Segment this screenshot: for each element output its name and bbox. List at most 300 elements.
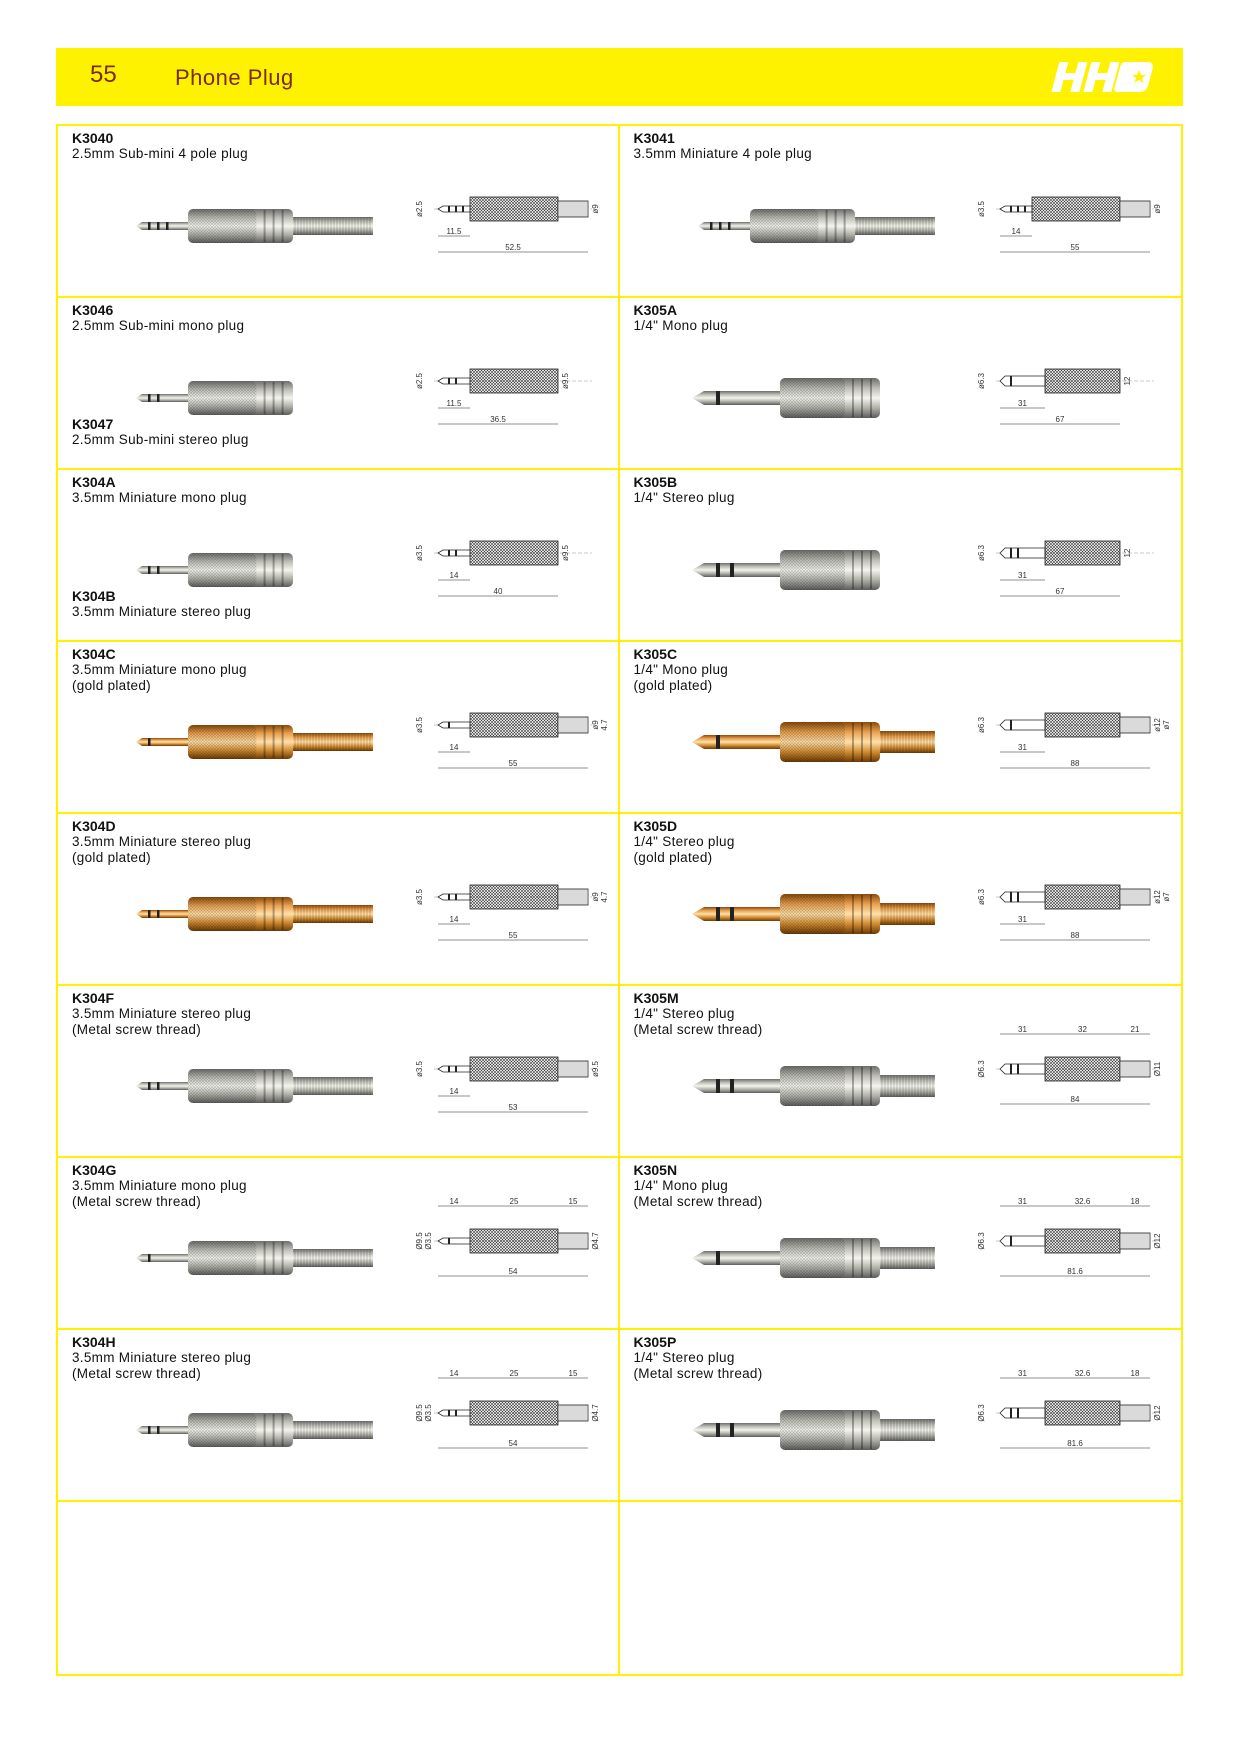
dimension-label: 67 [1055, 587, 1064, 596]
knurl-texture [780, 894, 845, 934]
body-groove [273, 1414, 275, 1446]
product-cell-k3040 [58, 126, 620, 298]
diameter-label: Ø6.3 [976, 1060, 986, 1078]
dimension-label: 31 [1017, 915, 1027, 924]
knurl-texture [780, 1410, 845, 1450]
insulator-ring [730, 1423, 734, 1437]
dimension-label: 15 [568, 1369, 578, 1378]
product-code: K304G [72, 1162, 117, 1178]
description-line: 2.5mm Sub-mini 4 pole plug [72, 146, 248, 161]
drawing-body [1045, 541, 1120, 565]
description-line: 3.5mm Miniature stereo plug [72, 834, 252, 849]
dimension-drawing [408, 1024, 608, 1124]
diameter-label: ø9.5 [561, 544, 570, 562]
dimension-label: 15 [568, 1197, 578, 1206]
dimension-label: 14 [449, 1197, 459, 1206]
body-groove [861, 895, 863, 933]
dimension-drawing [970, 1368, 1170, 1468]
plug-tip [136, 1254, 188, 1262]
diameter-label: Ø12 [1152, 1233, 1162, 1249]
diameter-label: ø9.5 [591, 1060, 600, 1078]
diameter-label: Ø11 [1152, 1061, 1162, 1077]
dimension-drawing [970, 336, 1170, 436]
diameter-label: Ø6.3 [976, 1232, 986, 1250]
dimension-label: 25 [509, 1369, 519, 1378]
body-groove [282, 726, 284, 758]
product-photo [690, 538, 940, 600]
product-photo [690, 194, 940, 256]
description-line: (Metal screw thread) [633, 1194, 763, 1209]
product-description [72, 1350, 251, 1382]
dimension-label: 54 [508, 1439, 518, 1448]
body-groove [264, 1070, 266, 1102]
drawing-thread [1120, 201, 1150, 217]
product-photo [690, 1226, 940, 1288]
body-groove [825, 210, 827, 242]
drawing-thread [1120, 717, 1150, 733]
description-line: (Metal screw thread) [72, 1366, 202, 1381]
body-groove [870, 1239, 872, 1277]
dimension-label: 53 [508, 1103, 518, 1112]
dimension-drawing [408, 336, 608, 436]
knurl-texture [750, 209, 818, 243]
dimension-drawing [408, 1368, 608, 1468]
body-groove [870, 1067, 872, 1105]
drawing-body [470, 541, 558, 565]
product-code: K305D [633, 818, 678, 834]
description-line: 1/4" Mono plug [633, 1178, 729, 1193]
dimension-label: 88 [1070, 759, 1079, 768]
knurl-texture [188, 1069, 256, 1103]
body-groove [273, 210, 275, 242]
knurl-texture [188, 209, 256, 243]
plug-tip [698, 222, 750, 230]
body-groove [282, 898, 284, 930]
body-groove [282, 1414, 284, 1446]
drawing-thread [1120, 1233, 1150, 1249]
description-line: (gold plated) [72, 850, 151, 865]
body-groove [273, 1070, 275, 1102]
body-groove [852, 1411, 854, 1449]
drawing-body [1045, 885, 1120, 909]
drawing-thread [558, 1061, 588, 1077]
product-photo [128, 1398, 378, 1460]
plug-tip [136, 222, 188, 230]
plug-tip [136, 910, 188, 918]
dimension-label: 32.6 [1074, 1197, 1090, 1206]
plug-tip [692, 391, 780, 405]
product-code: K304F [72, 990, 115, 1006]
dimension-label: 88 [1070, 931, 1079, 940]
insulator-ring [157, 222, 160, 230]
drawing-tip [438, 1066, 470, 1072]
dimension-label: 18 [1130, 1369, 1139, 1378]
product-code: K3041 [633, 130, 675, 146]
dimension-label: 40 [493, 587, 503, 596]
drawing-thread [1120, 1061, 1150, 1077]
body-groove [273, 726, 275, 758]
hhc-logo [1045, 56, 1155, 98]
plug-tip [136, 1082, 188, 1090]
product-code: K305B [633, 474, 678, 490]
product-grid [56, 124, 1183, 1676]
diameter-label: Ø4.7 [591, 1232, 600, 1250]
insulator-ring [716, 735, 720, 749]
dimension-label: 52.5 [505, 243, 521, 252]
drawing-tip [438, 378, 470, 384]
diameter-label: ø7 [1161, 892, 1171, 902]
dimension-drawing [408, 1196, 608, 1296]
product-photo [128, 538, 378, 600]
insulator-ring [716, 563, 720, 577]
product-code: K305M [633, 990, 679, 1006]
knurl-texture [780, 1066, 845, 1106]
drawing-thread [1120, 889, 1150, 905]
diameter-label: Ø3.5 [424, 1232, 433, 1250]
drawing-tip [1000, 206, 1032, 212]
product-photo [690, 710, 940, 772]
product-code: K305P [633, 1334, 677, 1350]
dimension-label: 14 [449, 1087, 459, 1096]
body-groove [282, 210, 284, 242]
body-groove [861, 1067, 863, 1105]
product-description [634, 146, 812, 162]
product-description-secondary [72, 604, 251, 620]
diameter-label: ø3.5 [415, 888, 424, 906]
insulator-ring [716, 391, 720, 405]
insulator-ring [730, 563, 734, 577]
diameter-label: Ø4.7 [591, 1404, 600, 1422]
diameter-label: Ø9.5 [415, 1232, 424, 1250]
body-groove [861, 379, 863, 417]
body-groove [273, 554, 275, 586]
description-line: (Metal screw thread) [633, 1366, 763, 1381]
drawing-body [470, 369, 558, 393]
drawing-tip [438, 894, 470, 900]
body-groove [870, 1411, 872, 1449]
body-groove [870, 379, 872, 417]
drawing-tip [438, 722, 470, 728]
insulator-ring [148, 1082, 151, 1090]
plug-tip [136, 1426, 188, 1434]
drawing-tip [438, 1238, 470, 1244]
product-cell-k305c [620, 642, 1182, 814]
dimension-label: 25 [509, 1197, 519, 1206]
insulator-ring [710, 222, 713, 230]
product-code: K3040 [72, 130, 114, 146]
product-cell-k305b [620, 470, 1182, 642]
dimension-drawing [408, 164, 608, 264]
drawing-body [470, 1401, 558, 1425]
body-groove [852, 379, 854, 417]
dimension-label: 81.6 [1066, 1267, 1083, 1276]
dimension-label: 31 [1017, 1025, 1027, 1034]
diameter-label: ø3.5 [976, 200, 986, 218]
dimension-drawing [408, 680, 608, 780]
diameter-label: ø12 [1152, 890, 1162, 904]
insulator-ring [157, 1426, 160, 1434]
drawing-body [1045, 713, 1120, 737]
insulator-ring [719, 222, 722, 230]
plug-tip [692, 1079, 780, 1093]
dimension-label: 31 [1017, 1197, 1027, 1206]
drawing-tip [1000, 548, 1045, 558]
diameter-label: ø3.5 [415, 716, 424, 734]
page-header [56, 48, 1183, 106]
dimension-label: 31 [1017, 1369, 1027, 1378]
drawing-thread [558, 717, 588, 733]
dimension-label: 14 [449, 571, 459, 580]
description-line: 2.5mm Sub-mini stereo plug [72, 432, 249, 447]
dimension-label: 31 [1017, 743, 1027, 752]
body-groove [870, 551, 872, 589]
diameter-label: 4.7 [600, 719, 609, 731]
product-description [634, 1350, 763, 1382]
body-groove [843, 210, 845, 242]
dimension-drawing [408, 852, 608, 952]
product-cell-k304c [58, 642, 620, 814]
product-description [72, 1006, 251, 1038]
dimension-drawing [970, 1196, 1170, 1296]
description-line: (Metal screw thread) [72, 1022, 202, 1037]
body-groove [264, 554, 266, 586]
product-code: K3046 [72, 302, 114, 318]
description-line: (gold plated) [633, 850, 713, 865]
diameter-label: ø7 [1161, 720, 1171, 730]
diameter-label: ø3.5 [415, 544, 424, 562]
drawing-tip [1000, 376, 1045, 386]
dimension-label: 32.6 [1074, 1369, 1090, 1378]
description-line: 3.5mm Miniature stereo plug [72, 604, 252, 619]
product-description [634, 662, 729, 694]
dimension-drawing [970, 1024, 1170, 1124]
body-groove [852, 1239, 854, 1277]
product-code: K304H [72, 1334, 116, 1350]
dimension-drawing [408, 508, 608, 608]
knurl-texture [188, 897, 256, 931]
drawing-tip [438, 550, 470, 556]
diameter-label: 4.7 [600, 891, 609, 903]
drawing-body [1045, 1057, 1120, 1081]
dimension-label: 11.5 [446, 399, 462, 408]
drawing-thread [558, 1233, 588, 1249]
body-groove [282, 1070, 284, 1102]
insulator-ring [716, 1079, 720, 1093]
drawing-tip [1000, 720, 1045, 730]
knurl-texture [780, 378, 845, 418]
body-groove [870, 723, 872, 761]
product-cell-k305d [620, 814, 1182, 986]
diameter-label: ø2.5 [415, 372, 424, 390]
insulator-ring [157, 1082, 160, 1090]
product-cell-k304h [58, 1330, 620, 1502]
body-groove [264, 1242, 266, 1274]
insulator-ring [148, 566, 151, 574]
insulator-ring [148, 738, 151, 746]
drawing-thread [558, 201, 588, 217]
body-groove [264, 210, 266, 242]
drawing-tip [438, 1410, 470, 1416]
body-groove [282, 382, 284, 414]
description-line: 1/4" Mono plug [633, 318, 729, 333]
insulator-ring [148, 1254, 151, 1262]
diameter-label: ø9 [591, 892, 600, 902]
dimension-label: 14 [449, 743, 459, 752]
drawing-body [470, 885, 558, 909]
dimension-label: 14 [1011, 227, 1020, 236]
product-code: K304A [72, 474, 116, 490]
body-groove [264, 898, 266, 930]
insulator-ring [157, 910, 160, 918]
dimension-label: 31 [1017, 571, 1027, 580]
diameter-label: Ø3.5 [424, 1404, 433, 1422]
product-photo [128, 366, 378, 428]
plug-tip [692, 563, 780, 577]
description-line: (Metal screw thread) [72, 1194, 202, 1209]
diameter-label: ø3.5 [415, 1060, 424, 1078]
plug-tip [136, 394, 188, 402]
diameter-label: ø6.3 [976, 888, 986, 906]
knurl-texture [188, 1413, 256, 1447]
plug-tip [692, 735, 780, 749]
plug-tip [692, 1423, 780, 1437]
description-line: 2.5mm Sub-mini mono plug [72, 318, 245, 333]
body-groove [282, 1242, 284, 1274]
body-groove [264, 382, 266, 414]
product-photo [128, 1054, 378, 1116]
diameter-label: ø9.5 [561, 372, 570, 390]
body-groove [852, 1067, 854, 1105]
dimension-drawing [970, 164, 1170, 264]
insulator-ring [728, 222, 731, 230]
product-description [634, 490, 735, 506]
product-photo [690, 366, 940, 428]
drawing-body [1045, 1229, 1120, 1253]
drawing-tip [1000, 1408, 1045, 1418]
product-code: K305A [633, 302, 678, 318]
page-number: 55 [90, 61, 117, 88]
product-description [634, 318, 729, 334]
insulator-ring [716, 1251, 720, 1265]
diameter-label: 12 [1122, 548, 1132, 558]
drawing-thread [558, 889, 588, 905]
product-description-secondary [72, 432, 249, 448]
drawing-tip [1000, 1064, 1045, 1074]
product-photo [690, 882, 940, 944]
body-groove [861, 1239, 863, 1277]
insulator-ring [716, 1423, 720, 1437]
dimension-label: 18 [1130, 1197, 1139, 1206]
body-groove [273, 1242, 275, 1274]
body-groove [264, 1414, 266, 1446]
description-line: (gold plated) [72, 678, 151, 693]
product-photo [128, 194, 378, 256]
diameter-label: 12 [1122, 376, 1132, 386]
body-groove [852, 895, 854, 933]
description-line: 1/4" Stereo plug [633, 1006, 735, 1021]
product-code: K305N [633, 1162, 678, 1178]
empty-cell [58, 1502, 620, 1674]
description-line: 3.5mm Miniature 4 pole plug [633, 146, 812, 161]
description-line: (Metal screw thread) [633, 1022, 763, 1037]
product-description [72, 1178, 247, 1210]
plug-tip [692, 1251, 780, 1265]
description-line: 3.5mm Miniature stereo plug [72, 1350, 252, 1365]
drawing-body [470, 197, 558, 221]
description-line: 3.5mm Miniature mono plug [72, 490, 247, 505]
insulator-ring [148, 1426, 151, 1434]
plug-tip [136, 566, 188, 574]
dimension-label: 55 [508, 931, 518, 940]
diameter-label: Ø9.5 [415, 1404, 424, 1422]
product-code-secondary: K304B [72, 588, 116, 604]
diameter-label: ø9 [1152, 204, 1162, 214]
dimension-label: 55 [1070, 243, 1079, 252]
product-photo [690, 1398, 940, 1460]
knurl-texture [188, 553, 256, 587]
empty-cell [620, 1502, 1182, 1674]
description-line: 1/4" Stereo plug [633, 1350, 735, 1365]
knurl-texture [188, 1241, 256, 1275]
product-cell-k3046 [58, 298, 620, 470]
dimension-label: 54 [508, 1267, 518, 1276]
description-line: 1/4" Mono plug [633, 662, 729, 677]
product-code: K304C [72, 646, 116, 662]
product-description [634, 834, 735, 866]
product-cell-k305p [620, 1330, 1182, 1502]
product-code: K305C [633, 646, 678, 662]
diameter-label: Ø6.3 [976, 1404, 986, 1422]
drawing-body [1045, 369, 1120, 393]
dimension-label: 36.5 [490, 415, 506, 424]
insulator-ring [730, 907, 734, 921]
drawing-body [1032, 197, 1120, 221]
product-description [72, 146, 248, 162]
insulator-ring [148, 910, 151, 918]
drawing-thread [1120, 1405, 1150, 1421]
description-line: 1/4" Stereo plug [633, 490, 735, 505]
dimension-label: 67 [1055, 415, 1064, 424]
drawing-body [470, 1229, 558, 1253]
product-cell-k305n [620, 1158, 1182, 1330]
product-cell-k305m [620, 986, 1182, 1158]
diameter-label: ø9 [591, 204, 600, 214]
drawing-tip [1000, 1236, 1045, 1246]
insulator-ring [716, 907, 720, 921]
diameter-label: ø6.3 [976, 716, 986, 734]
product-cell-k304g [58, 1158, 620, 1330]
product-cell-k304a [58, 470, 620, 642]
product-cell-k305a [620, 298, 1182, 470]
body-groove [870, 895, 872, 933]
drawing-body [1045, 1401, 1120, 1425]
body-groove [852, 723, 854, 761]
dimension-label: 84 [1070, 1095, 1079, 1104]
product-code: K304D [72, 818, 116, 834]
diameter-label: ø6.3 [976, 544, 986, 562]
plug-tip [136, 738, 188, 746]
body-groove [861, 723, 863, 761]
dimension-label: 55 [508, 759, 518, 768]
insulator-ring [148, 222, 151, 230]
product-code-secondary: K3047 [72, 416, 114, 432]
knurl-texture [780, 550, 845, 590]
diameter-label: ø9 [591, 720, 600, 730]
product-photo [128, 1226, 378, 1288]
drawing-body [470, 713, 558, 737]
product-description [634, 1178, 763, 1210]
body-groove [852, 551, 854, 589]
